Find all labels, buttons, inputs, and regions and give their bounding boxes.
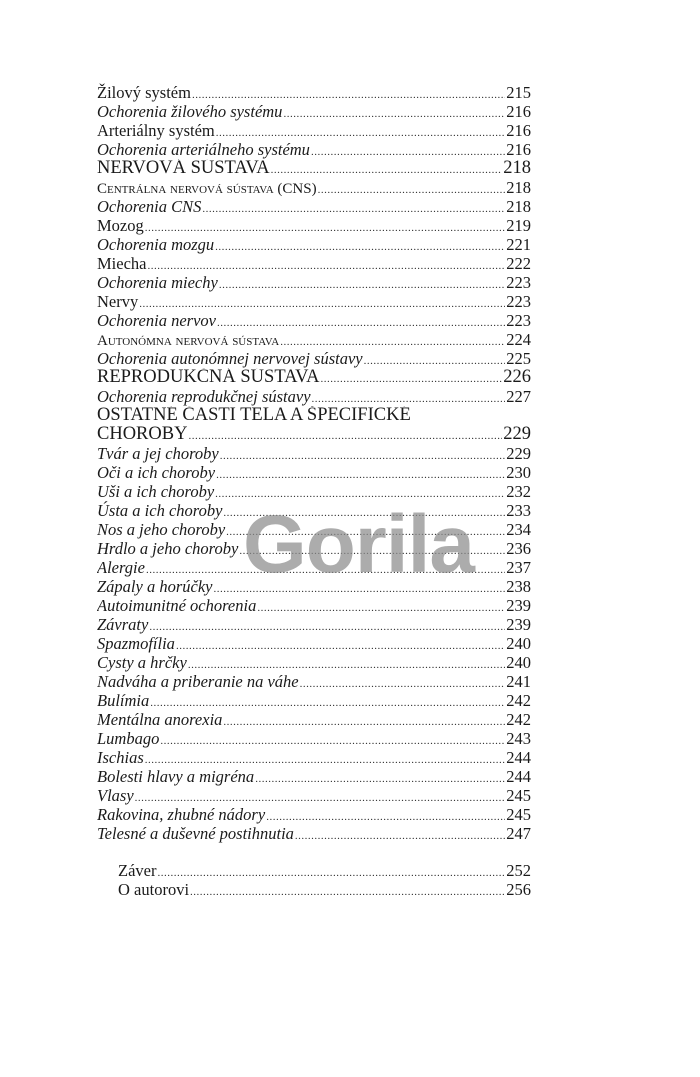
toc-entry-title: Lumbago [97, 729, 160, 748]
toc-entry-page: 218 [503, 159, 531, 178]
toc-entry-page: 237 [506, 558, 531, 577]
toc-entry [97, 197, 531, 216]
toc-entry [97, 273, 531, 292]
toc-entry [97, 140, 531, 159]
toc-entry-title: Ochorenia mozgu [97, 235, 215, 254]
dot-leader [135, 789, 506, 805]
toc-entry-page: 224 [506, 330, 531, 349]
toc-entry-title: Telesné a duševné postihnutia [97, 824, 294, 843]
toc-entry-page: 243 [506, 729, 531, 748]
toc-entry-title: Nadváha a priberanie na váhe [97, 672, 299, 691]
toc-entry [97, 330, 531, 349]
toc-entry-page: 238 [506, 577, 531, 596]
dot-leader [283, 105, 505, 121]
toc-entry-page: 240 [506, 653, 531, 672]
toc-entry-page: 232 [506, 482, 531, 501]
toc-entry [97, 444, 531, 463]
dot-leader [257, 599, 505, 615]
toc-entry-page: 242 [506, 691, 531, 710]
toc-entry-title: Uši a ich choroby [97, 482, 215, 501]
toc-entry-title: Cysty a hrčky [97, 653, 187, 672]
dot-leader [202, 200, 505, 216]
dot-leader [147, 257, 505, 273]
toc-entry-page: 230 [506, 463, 531, 482]
toc-entry-title: Ochorenia miechy [97, 273, 218, 292]
toc-entry-page: 240 [506, 634, 531, 653]
toc-entry [97, 121, 531, 140]
toc-entry-page: 239 [506, 596, 531, 615]
dot-leader [295, 827, 505, 843]
dot-leader [216, 124, 505, 140]
dot-leader [215, 238, 505, 254]
toc-entry-title: NERVOVÁ SÚSTAVA [97, 159, 270, 178]
toc-entry-page: 223 [506, 273, 531, 292]
toc-entry-title: OSTATNÉ ČASTI TELA A ŠPECIFICKÉ [97, 406, 411, 425]
toc-entry-page: 245 [506, 786, 531, 805]
toc-entry-page: 218 [506, 197, 531, 216]
toc-entry-page: 216 [506, 140, 531, 159]
toc-entry-page: 252 [506, 861, 531, 880]
toc-entry-page: 244 [506, 748, 531, 767]
dot-leader [311, 143, 505, 159]
toc-entry [97, 406, 531, 425]
dot-leader [312, 390, 506, 406]
toc-entry [97, 349, 531, 368]
toc-entry-title: Oči a ich choroby [97, 463, 216, 482]
toc-entry-page: 256 [506, 880, 531, 899]
toc-entry-title: Tvár a jej choroby [97, 444, 219, 463]
toc-entry-page: 242 [506, 710, 531, 729]
dot-leader [145, 219, 506, 235]
toc-entry-title: Mentálna anorexia [97, 710, 223, 729]
toc-entry [97, 767, 531, 786]
dot-leader [266, 808, 505, 824]
watermark-logo: Gorila [243, 499, 474, 590]
toc-entry-title: Autoimunitné ochorenia [97, 596, 257, 615]
toc-entry-page: 245 [506, 805, 531, 824]
toc-entry [97, 748, 531, 767]
toc-entry [97, 425, 531, 444]
toc-entry [97, 368, 531, 387]
toc-entry-page: 233 [506, 501, 531, 520]
toc-entry-title: Ochorenia reprodukčnej sústavy [97, 387, 311, 406]
toc-entry [97, 83, 531, 102]
toc-entry-title: Závraty [97, 615, 149, 634]
toc-entry [97, 861, 531, 880]
toc-entry-title: Ochorenia žilového systému [97, 102, 283, 121]
toc-entry-page: 223 [506, 292, 531, 311]
toc-entry-page: 244 [506, 767, 531, 786]
toc-entry [97, 672, 531, 691]
toc-entry-title: Nos a jeho choroby [97, 520, 226, 539]
toc-entry [97, 216, 531, 235]
toc-entry-page: 229 [506, 444, 531, 463]
dot-leader [188, 656, 505, 672]
dot-leader [320, 370, 502, 387]
toc-entry-title: Ochorenia CNS [97, 197, 202, 216]
toc-entry-title: REPRODUKČNÁ SÚSTAVA [97, 368, 320, 387]
toc-entry-page: 227 [506, 387, 531, 406]
toc-entry [97, 786, 531, 805]
dot-leader [220, 447, 506, 463]
toc-entry-title: Ochorenia nervov [97, 311, 216, 330]
toc-entry [97, 178, 531, 197]
toc-entry [97, 710, 531, 729]
dot-leader [223, 713, 505, 729]
toc-entry-page: 247 [506, 824, 531, 843]
toc-entry [97, 387, 531, 406]
toc-entry [97, 463, 531, 482]
toc-entry [97, 159, 531, 178]
spacer [97, 843, 531, 861]
toc-entry [97, 805, 531, 824]
toc-entry-title: Miecha [97, 254, 147, 273]
toc-entry-title: Žilový systém [97, 83, 191, 102]
dot-leader [157, 864, 505, 880]
toc-entry [97, 615, 531, 634]
dot-leader [300, 675, 506, 691]
toc-entry-page: 236 [506, 539, 531, 558]
toc-entry [97, 824, 531, 843]
dot-leader [219, 276, 505, 292]
toc-entry-title: Zápaly a horúčky [97, 577, 213, 596]
dot-leader [190, 883, 505, 899]
toc-entry [97, 880, 531, 899]
toc-entry-page: 241 [506, 672, 531, 691]
toc-entry-title: Vlasy [97, 786, 134, 805]
toc-entry [97, 596, 531, 615]
dot-leader [255, 770, 505, 786]
dot-leader [318, 181, 506, 197]
toc-entry-page: 219 [506, 216, 531, 235]
toc-entry-page: 225 [506, 349, 531, 368]
toc-entry-title: Bolesti hlavy a migréna [97, 767, 255, 786]
toc-entry-title: Autonómna nervová sústava [97, 333, 280, 349]
toc-entry-title: Alergie [97, 558, 145, 577]
dot-leader [217, 314, 505, 330]
toc-entry-title: Rakovina, zhubné nádory [97, 805, 266, 824]
toc-entry [97, 235, 531, 254]
toc-entry-page: 221 [506, 235, 531, 254]
toc-entry-page: 216 [506, 121, 531, 140]
toc-entry-page: 215 [506, 83, 531, 102]
toc-entry-title: Ochorenia arteriálneho systému [97, 140, 310, 159]
dot-leader [188, 427, 502, 444]
dot-leader [150, 694, 505, 710]
dot-leader [160, 732, 505, 748]
dot-leader [364, 352, 506, 368]
dot-leader [139, 295, 505, 311]
toc-entry-title: Nervy [97, 292, 139, 311]
toc-entry-title: Hrdlo a jeho choroby [97, 539, 239, 558]
toc-entry-title: Bulímia [97, 691, 150, 710]
toc-entry-page: 239 [506, 615, 531, 634]
dot-leader [192, 86, 505, 102]
toc-entry [97, 254, 531, 273]
toc-entry [97, 292, 531, 311]
toc-entry-title: Záver [118, 861, 157, 880]
toc-entry-page: 223 [506, 311, 531, 330]
toc-entry [97, 653, 531, 672]
toc-entry-page: 226 [503, 368, 531, 387]
toc-entry-title: Spazmofília [97, 634, 175, 653]
toc-entry [97, 311, 531, 330]
toc-entry [97, 729, 531, 748]
toc-entry-title: CHOROBY [97, 425, 188, 444]
toc-entry-title: Ochorenia autonómnej nervovej sústavy [97, 349, 363, 368]
table-of-contents [97, 83, 531, 899]
dot-leader [149, 618, 505, 634]
toc-entry-title: Centrálna nervová sústava (CNS) [97, 181, 317, 197]
toc-entry [97, 691, 531, 710]
dot-leader [271, 161, 503, 178]
toc-entry-title: Ischias [97, 748, 144, 767]
toc-entry-page: 218 [506, 178, 531, 197]
toc-entry-page: 222 [506, 254, 531, 273]
toc-entry-title: Ústa a ich choroby [97, 501, 223, 520]
toc-entry [97, 102, 531, 121]
dot-leader [176, 637, 505, 653]
dot-leader [145, 751, 506, 767]
toc-entry [97, 634, 531, 653]
toc-entry-title: O autorovi [118, 880, 190, 899]
toc-entry-title: Arteriálny systém [97, 121, 215, 140]
toc-entry-page: 216 [506, 102, 531, 121]
toc-entry-page: 234 [506, 520, 531, 539]
toc-entry-page: 229 [503, 425, 531, 444]
toc-entry-title: Mozog [97, 216, 144, 235]
dot-leader [216, 466, 505, 482]
dot-leader [280, 333, 505, 349]
